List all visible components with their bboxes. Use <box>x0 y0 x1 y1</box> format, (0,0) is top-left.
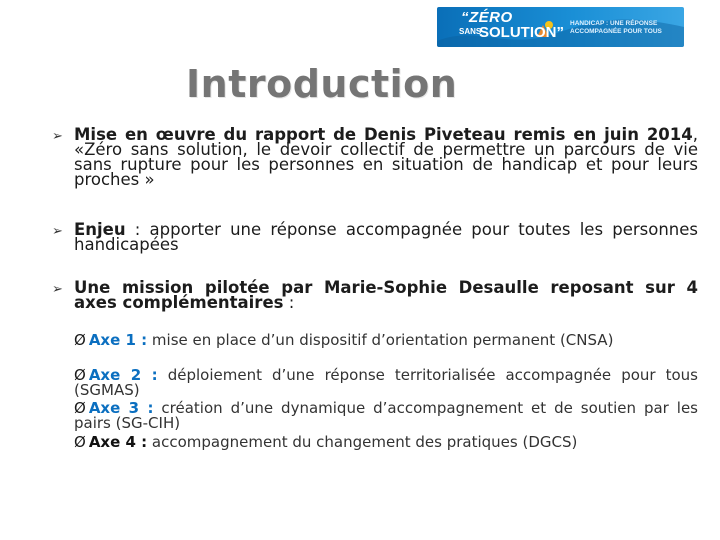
axe-item-1 <box>74 333 698 348</box>
zero-sans-solution-logo <box>437 7 684 47</box>
logo-tagline-line1: HANDICAP : UNE RÉPONSE <box>570 20 658 27</box>
bullet-item-lead: Mise en œuvre du rapport de Denis Piveteau remis en juin 2014 <box>74 125 693 144</box>
axe-item-2 <box>74 368 698 398</box>
bullet-arrow-icon: ➢ <box>52 282 63 297</box>
axe-label: Axe 2 : <box>88 366 158 384</box>
axe-label: Axe 3 : <box>88 399 154 417</box>
axe-text: déploiement d’une réponse territorialisée accompagnée pour tous (SGMAS) <box>74 366 698 399</box>
bullet-item-lead: Enjeu <box>74 220 126 239</box>
bullet-item-text: : apporter une réponse accompagnée pour toutes les personnes handicapées <box>74 220 698 254</box>
axe-item-4 <box>74 435 698 450</box>
sub-arrow-icon: Ø <box>74 331 86 349</box>
bullet-item-text: , «Zéro sans solution, le devoir collectif de permettre un parcours de vie sans rupture pour les personnes en situation de handicap et pour leurs proches » <box>74 125 698 189</box>
axe-label: Axe 4 : <box>88 433 148 451</box>
bullet-item-mission <box>74 280 698 310</box>
axe-item-3 <box>74 401 698 431</box>
bullet-item-text: : <box>283 293 295 312</box>
bullet-item-rapport <box>74 127 698 187</box>
bullet-arrow-icon: ➢ <box>52 129 63 144</box>
logo-sans-text: SANS <box>459 27 482 36</box>
sub-arrow-icon: Ø <box>74 399 86 417</box>
bullet-item-lead: Une mission pilotée par Marie-Sophie Desaulle reposant sur 4 axes complémentaires <box>74 278 698 312</box>
axe-text: accompagnement du changement des pratiques (DGCS) <box>147 433 578 451</box>
axe-label: Axe 1 : <box>88 331 148 349</box>
sub-arrow-icon: Ø <box>74 433 86 451</box>
axe-text: création d’une dynamique d’accompagnement et de soutien par les pairs (SG-CIH) <box>74 399 698 432</box>
axe-text: mise en place d’un dispositif d’orientation permanent (CNSA) <box>147 331 614 349</box>
logo-tagline-line2: ACCOMPAGNÉE POUR TOUS <box>570 28 662 35</box>
bullet-item-enjeu <box>74 222 698 252</box>
logo-tagline <box>570 20 662 36</box>
sub-arrow-icon: Ø <box>74 366 86 384</box>
logo-zero-text: “ZÉRO <box>461 9 513 26</box>
logo-solution-text: SOLUTION” <box>479 24 564 41</box>
bullet-arrow-icon: ➢ <box>52 224 63 239</box>
slide-title: Introduction <box>186 62 458 106</box>
